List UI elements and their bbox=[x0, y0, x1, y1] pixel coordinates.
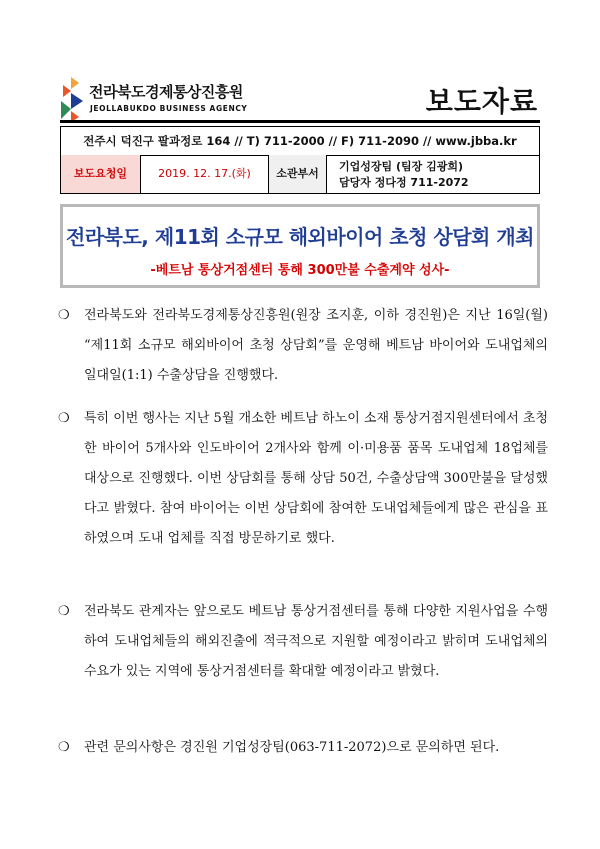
body-paragraph-3 bbox=[58, 597, 548, 687]
sub-headline: -베트남 통상거점센터 통해 300만불 수출계약 성사- bbox=[150, 263, 450, 278]
paragraph-text: 전라북도 관계자는 앞으로도 베트남 통상거점센터를 통해 다양한 지원사업을 수행하여 도내업체들의 해외진출에 적극적으로 지원할 예정이라고 밝히며 도내업체의 수요가 있는 지역에 통상거점센터를 확대할 예정이라고 밝혔다. bbox=[84, 604, 548, 679]
release-date-label: 보도요청일 bbox=[61, 155, 141, 193]
info-table bbox=[60, 126, 540, 194]
bullet-circle-icon: ❍ bbox=[58, 308, 70, 323]
paragraph-text: 전라북도와 전라북도경제통상진흥원(원장 조지훈, 이하 경진원)은 지난 16일(월) “제11회 소규모 해외바이어 초청 상담회”를 운영해 베트남 바이어와 도내업체의 일대일(1:1) 수출상담을 진행했다. bbox=[84, 308, 548, 383]
headline-box bbox=[60, 204, 540, 288]
body-paragraph-1 bbox=[58, 301, 548, 391]
document-type: 보도자료 bbox=[425, 85, 538, 118]
headline: 전라북도, 제11회 소규모 해외바이어 초청 상담회 개최 bbox=[66, 225, 534, 249]
bullet-circle-icon: ❍ bbox=[58, 740, 70, 755]
department-label: 소관부서 bbox=[269, 155, 327, 193]
paragraph-text: 특히 이번 행사는 지난 5월 개소한 베트남 하노이 소재 통상거점지원센터에서 초청한 바이어 5개사와 인도바이어 2개사와 함께 이·미용품 품목 도내업체 18업체를 대상으로 진행했다. 이번 상담회를 통해 상담 50건, 수출상담액 300만불을 달성했다고 밝혔다. 참여 바이어는 이번 상담회에 참여한 도내업체들에게 많은 관심을 표하였으며 도내 업체를 직접 방문하기로 했다. bbox=[84, 411, 549, 546]
body-paragraph-2 bbox=[58, 404, 548, 554]
bullet-circle-icon: ❍ bbox=[58, 411, 70, 426]
department-info bbox=[327, 155, 539, 193]
org-name: 전라북도경제통상진흥원 bbox=[89, 83, 243, 101]
bullet-circle-icon: ❍ bbox=[58, 604, 70, 619]
release-date: 2019. 12. 17.(화) bbox=[141, 155, 269, 193]
organization-logo-icon bbox=[57, 75, 85, 123]
department-team: 기업성장팀 (팀장 김광희) bbox=[339, 160, 463, 173]
header-divider bbox=[60, 120, 540, 123]
organization-logo bbox=[57, 75, 257, 125]
paragraph-text: 관련 문의사항은 경진원 기업성장팀(063-711-2072)으로 문의하면 된다. bbox=[84, 740, 500, 755]
department-contact: 담당자 정다정 711-2072 bbox=[339, 176, 469, 189]
org-name-english: JEOLLABUKDO BUSINESS AGENCY bbox=[90, 104, 248, 113]
body-paragraph-4 bbox=[58, 733, 548, 763]
contact-line: 전주시 덕진구 팔과정로 164 // T) 711-2000 // F) 711-2090 // www.jbba.kr bbox=[61, 127, 539, 156]
